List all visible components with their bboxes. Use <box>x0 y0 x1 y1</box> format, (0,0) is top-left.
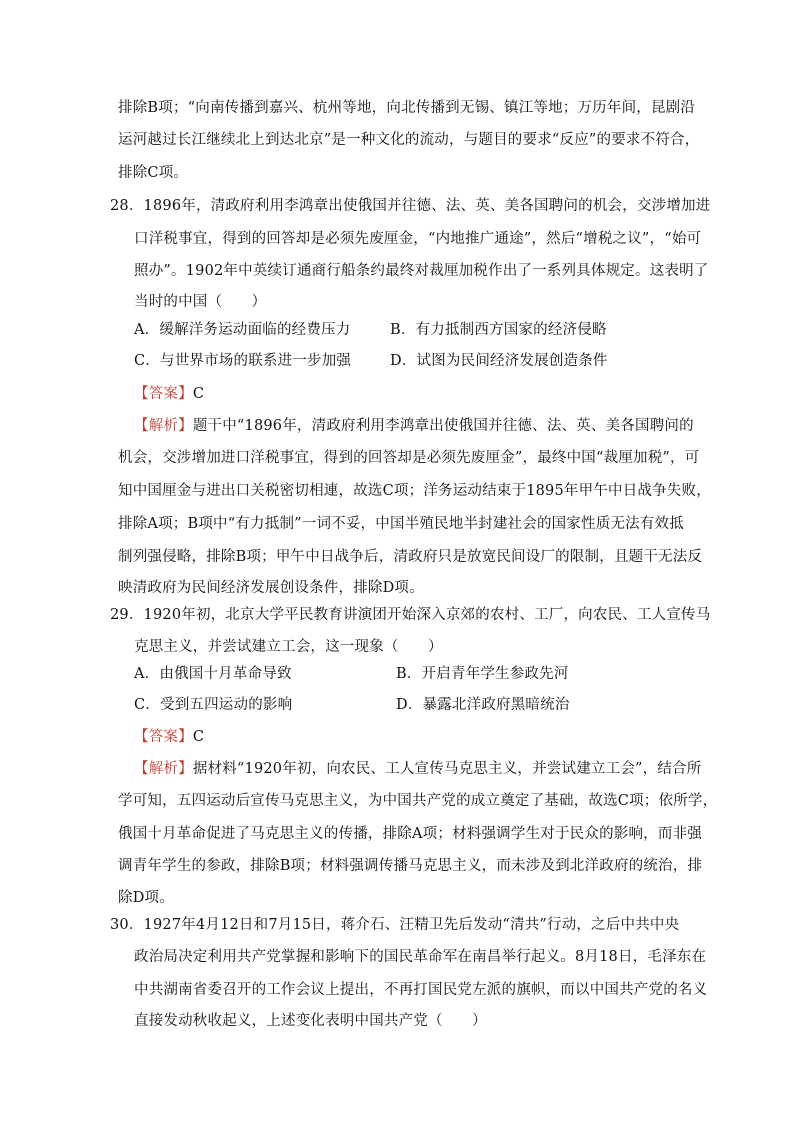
q29-stem-line-1: 29．1920年初，北京大学平民教育讲演团开始深入京郊的农村、工厂，向农民、工人宣传马 <box>110 607 711 623</box>
q29-answer-tag: 【答案】 <box>134 729 193 745</box>
q28-answer <box>134 384 204 404</box>
q28-analysis-line-3: 知中国厘金与进出口关税密切相連，故选C项；洋务运动结束于1895年甲午中日战争失败， <box>118 483 711 499</box>
q29-option-b: B．开启青年学生参政先河 <box>396 666 569 682</box>
q28-option-d: D．试图为民间经济发展创造条件 <box>390 353 608 369</box>
q28-option-a: A．缓解洋务运动面临的经费压力 <box>134 322 351 338</box>
q30-stem-line-1: 30．1927年4月12日和7月15日，蒋介石、汪精卫先后发动“清共”行动，之后中共中央 <box>110 917 680 933</box>
q28-stem-line-1: 28．1896年，清政府利用李鸿章出使俄国并往德、法、英、美各国聘问的机会，交涉增加进 <box>110 198 711 214</box>
q29-analysis-line-4: 调青年学生的参政，排除B项；材料强调传播马克思主义，而未涉及到北洋政府的统治，排 <box>118 858 703 874</box>
q29-analysis-tag: 【解析】 <box>134 761 193 777</box>
q28-analysis-line-2: 机会，交涉增加进口洋税事宜，得到的回答却是必须先废厘金”，最终中国“裁厘加税”，可 <box>118 450 700 466</box>
q29-analysis-line-2: 学可知，五四运动后宣传马克思主义，为中国共产党的成立奠定了基础，故选C项；依所学， <box>118 793 718 809</box>
q28-analysis-line-6: 映清政府为民间经济发展创设条件，排除D项。 <box>118 580 424 596</box>
q29-option-a: A．由俄国十月革命导致 <box>134 666 292 682</box>
intro-line-2: 运河越过长江继续北上到达北京”是一种文化的流动，与题目的要求“反应”的要求不符合， <box>118 132 700 148</box>
q29-stem-line-2: 克思主义，并尝试建立工会，这一现象（ ） <box>134 639 443 655</box>
q29-answer <box>134 727 204 747</box>
q28-option-b: B．有力抵制西方国家的经济侵略 <box>390 322 607 338</box>
q28-analysis-line-5: 制列强侵略，排除B项；甲午中日战争后，清政府只是放宽民间设厂的限制，且题干无法反 <box>118 549 703 565</box>
q29-analysis-line-1 <box>134 759 701 779</box>
q28-stem-line-4: 当时的中国（ ） <box>134 294 267 310</box>
q30-stem-line-2: 政治局决定利用共产党掌握和影响下的国民革命军在南昌举行起义。8月18日，毛泽东在 <box>134 949 707 965</box>
q28-analysis-text-1: 题干中“1896年，清政府利用李鸿章出使俄国并往德、法、英、美各国聘问的 <box>192 418 694 434</box>
q30-stem-line-4: 直接发动秋收起义，上述变化表明中国共产党（ ） <box>134 1013 487 1029</box>
q28-answer-value: C <box>192 386 205 402</box>
q28-analysis-tag: 【解析】 <box>134 418 193 434</box>
q29-option-d: D．暴露北洋政府黑暗统治 <box>396 697 570 713</box>
q29-analysis-text-1: 据材料“1920年初，向农民、工人宣传马克思主义，并尝试建立工会”，结合所 <box>192 761 702 777</box>
intro-line-1: 排除B项；“向南传播到嘉兴、杭州等地，向北传播到无锡、镇江等地；万历年间，昆剧沿 <box>118 100 696 116</box>
q28-stem-line-2: 口洋税事宜，得到的回答却是必须先废厘金，“内地推广通途”，然后“增税之议”，“始可 <box>134 231 702 247</box>
q28-stem-line-3: 照办”。1902年中英续订通商行船条约最终对裁厘加税作出了一系列具体规定。这表明了 <box>134 263 709 279</box>
q29-answer-value: C <box>192 729 205 745</box>
q28-answer-tag: 【答案】 <box>134 386 193 402</box>
q29-analysis-line-5: 除D项。 <box>118 890 174 906</box>
q30-stem-line-3: 中共湖南省委召开的工作会议上提出，不再打国民党左派的旗帜，而以中国共产党的名义 <box>134 982 708 998</box>
q28-analysis-line-1 <box>134 416 694 436</box>
q28-analysis-line-4: 排除A项；B项中“有力抵制”一词不妥，中国半殖民地半封建社会的国家性质无法有效抵 <box>118 516 684 532</box>
q29-option-c: C．受到五四运动的影响 <box>134 697 293 713</box>
q29-analysis-line-3: 俄国十月革命促进了马克思主义的传播，排除A项；材料强调学生对于民众的影响，而非强 <box>118 826 702 842</box>
q28-option-c: C．与世界市场的联系进一步加强 <box>134 353 352 369</box>
intro-line-3: 排除C项。 <box>118 165 189 181</box>
